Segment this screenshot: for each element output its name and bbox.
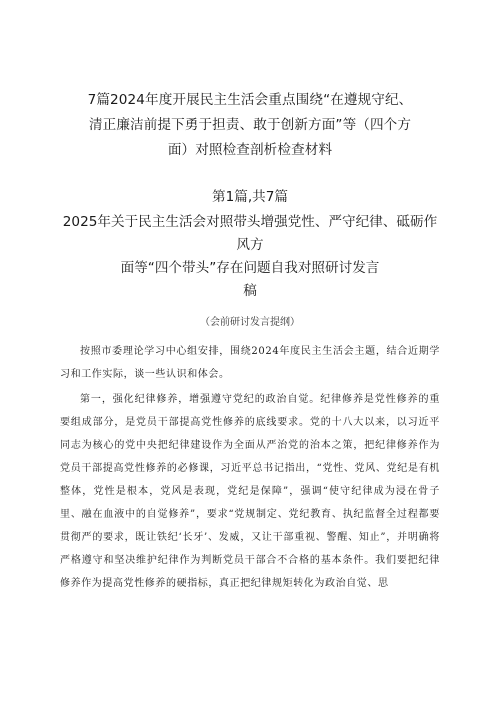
speech-title-line: 稿 <box>243 283 257 299</box>
document-title-line: 清正廉洁前提下勇于担责、敢于创新方面”等（四个方 <box>88 117 412 133</box>
speech-subtitle: （会前研讨发言提纲） <box>200 317 300 328</box>
body-paragraph-first: 第一，强化纪律修养，增强遵守党纪的政治自觉。纪律修养是党性修养的重要组成部分，是党员干部提高党性修养的底线要求。党的十八大以来，以习近平同志为核心的党中央把纪律建设作为全面从严治党的治本之策，把纪律修养作为党员干部提高党性修养的必修课，习近平总书记指出，“党性、党风、党纪是有机整体，党性是根本，党风是表现，党纪是保障”，强调“使守纪律成为浸在骨子里、融在血液中的自觉修养”，要求“党规制定、党纪教育、执纪监督全过程都要贯彻严的要求，既让铁纪‘长牙’、发威，又让干部重视、警醒、知止”，并明确将严格遵守和坚决维护纪律作为判断党员干部合不合格的基本条件。我们要把纪律修养作为提高党性修养的硬指标，真正把纪律规矩转化为政治自觉、思 <box>60 394 440 589</box>
part-label: 第1篇,共7篇 <box>212 189 288 205</box>
document-title <box>60 88 440 163</box>
speech-title <box>60 211 440 303</box>
document-title-line: 面）对照检查剖析检查材料 <box>167 142 333 158</box>
speech-title-line: 面等“四个带头”存在问题自我对照研讨发言 <box>120 260 380 276</box>
body-paragraph-intro: 按照市委理论学习中心组安排，围绕2024年度民主生活会主题，结合近期学习和工作实际，谈一些认识和体会。 <box>60 346 440 380</box>
speech-title-line: 2025年关于民主生活会对照带头增强党性、严守纪律、砥砺作风方 <box>62 214 438 253</box>
document-title-line: 7篇2024年度开展民主生活会重点围绕“在遵规守纪、 <box>87 92 413 108</box>
